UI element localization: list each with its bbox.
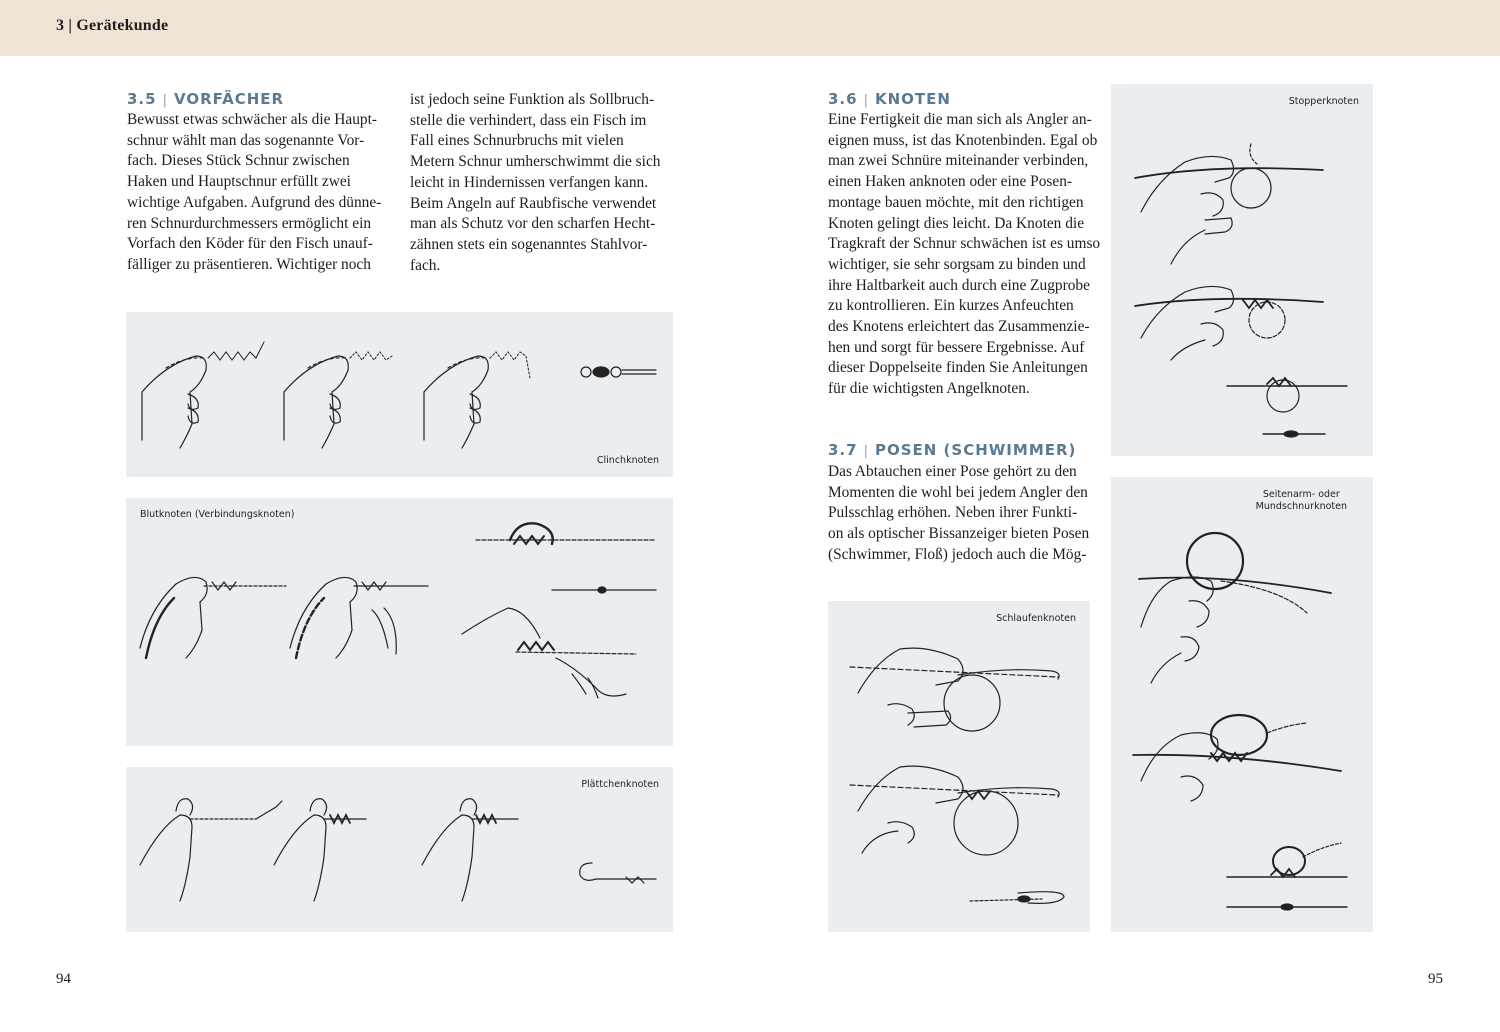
hook-illustration — [580, 863, 656, 883]
text-line: Momenten die wohl bei jedem Angler den — [828, 483, 1088, 501]
text-line: Eine Fertigkeit die man sich als Angler an- — [828, 111, 1092, 128]
hand-illustration — [284, 352, 392, 448]
caption-line: Mundschnurknoten — [1255, 501, 1347, 512]
figure-caption: Clinchknoten — [596, 455, 659, 466]
text-line: fälliger zu präsentieren. Wichtiger noch — [127, 255, 371, 273]
caption-line: Seitenarm- oder — [1262, 489, 1340, 500]
text-line: des Knotens erleichtert das Zusammenzie- — [828, 318, 1090, 336]
section-title-vorfaecher — [127, 90, 284, 108]
vorfaecher-column-1 — [127, 110, 381, 276]
text-line: zu kontrollieren. Ein kurzes Anfeuchten — [828, 297, 1074, 315]
text-line: montage bauen möchte, mit den richtigen — [828, 193, 1084, 211]
text-line: wichtiger, sie sehr sorgsam zu binden und — [828, 255, 1086, 273]
text-line: on als optischer Bissanzeiger bieten Posen — [828, 525, 1090, 543]
figure-caption — [1256, 489, 1347, 513]
stopperknoten-illustration — [1111, 84, 1373, 456]
text-line: einen Haken anknoten oder eine Posen- — [828, 173, 1073, 191]
text-line: eignen muss, ist das Knotenbinden. Egal ob — [828, 131, 1098, 149]
text-line: für die wichtigsten Angelknoten. — [828, 380, 1030, 398]
figure-caption: Blutknoten (Verbindungsknoten) — [140, 509, 295, 520]
figure-seitenarmknoten — [1111, 477, 1373, 932]
hand-illustration — [1135, 144, 1323, 264]
figure-plaettchenknoten — [126, 767, 673, 932]
section-title-knoten — [828, 90, 951, 108]
hand-illustration — [422, 799, 518, 901]
section-heading: KNOTEN — [874, 90, 951, 108]
running-head: 3 | Gerätekunde — [56, 17, 169, 34]
hand-illustration — [1133, 715, 1341, 801]
figure-blutknoten — [126, 498, 673, 746]
figure-caption: Plättchenknoten — [581, 779, 659, 790]
section-number: 3.5 — [127, 90, 157, 108]
knot-diagram — [1227, 843, 1347, 910]
hand-illustration — [462, 608, 636, 698]
text-line: Das Abtauchen einer Pose gehört zu den — [828, 463, 1077, 480]
seitenarmknoten-illustration — [1111, 477, 1373, 932]
blutknoten-illustration — [126, 498, 673, 746]
text-line: Haken und Hauptschnur erfüllt zwei — [127, 173, 351, 191]
text-line: man zwei Schnüre miteinander verbinden, — [828, 152, 1089, 170]
text-line: wichtige Aufgaben. Aufgrund des dünne- — [127, 193, 382, 211]
text-line: Metern Schnur umherschwimmt die sich — [410, 153, 661, 171]
hand-illustration — [424, 352, 530, 448]
text-line: hen und sorgt für bessere Ergebnisse. Auf — [828, 338, 1085, 356]
section-number: 3.7 — [828, 441, 858, 459]
text-line: Beim Angeln auf Raubfische verwendet — [410, 194, 657, 212]
vorfaecher-column-2 — [410, 90, 660, 276]
figure-caption: Stopperknoten — [1288, 96, 1359, 107]
text-line: Tragkraft der Schnur schwächen ist es umso — [828, 235, 1101, 253]
text-line: fach. — [410, 256, 441, 274]
section-title-posen — [828, 441, 1076, 459]
header-band — [0, 0, 1500, 56]
figure-stopperknoten — [1111, 84, 1373, 456]
text-line: Bewusst etwas schwächer als die Haupt- — [127, 111, 378, 128]
text-line: Pulsschlag erhöhen. Neben ihrer Funkti- — [828, 504, 1078, 522]
hand-illustration — [850, 766, 1059, 855]
text-line: stelle die verhindert, dass ein Fisch im — [410, 111, 647, 129]
section-divider: | — [162, 93, 168, 108]
figure-clinchknoten — [126, 312, 673, 477]
page-number-right: 95 — [1428, 971, 1443, 987]
knot-diagram — [970, 892, 1064, 904]
text-line: dieser Doppelseite finden Sie Anleitungen — [828, 359, 1088, 377]
text-line: ihre Haltbarkeit auch durch eine Zugprobe — [828, 276, 1090, 294]
text-line: ren Schnurdurchmessers ermöglicht ein — [127, 214, 372, 232]
text-line: leicht in Hindernissen verfangen kann. — [410, 173, 649, 191]
hand-illustration — [290, 577, 428, 658]
text-line: zähnen stets ein sogenanntes Stahlvor- — [410, 235, 648, 253]
section-number: 3.6 — [828, 90, 858, 108]
knot-diagram — [476, 523, 656, 593]
text-line: Knoten gelingt dies leicht. Da Knoten die — [828, 214, 1085, 232]
hand-illustration — [142, 342, 264, 448]
section-divider: | — [863, 444, 869, 459]
hand-illustration — [1135, 286, 1323, 360]
hand-illustration — [850, 648, 1059, 731]
swivel-illustration — [581, 367, 656, 377]
section-divider: | — [863, 93, 869, 108]
section-heading: VORFÄCHER — [173, 90, 285, 108]
hand-illustration — [140, 799, 282, 901]
text-line: Fall eines Schnurbruchs mit vielen — [410, 132, 624, 150]
posen-text — [828, 462, 1089, 566]
page-number-left: 94 — [56, 971, 71, 987]
section-heading: POSEN (SCHWIMMER) — [874, 441, 1077, 459]
knot-diagram — [1227, 378, 1347, 437]
text-line: fach. Dieses Stück Schnur zwischen — [127, 152, 350, 170]
text-line: Vorfach den Köder für den Fisch unauf- — [127, 235, 373, 253]
hand-illustration — [140, 577, 286, 658]
clinchknoten-illustration — [126, 312, 673, 477]
figure-schlaufenknoten — [828, 601, 1090, 932]
text-line: schnur wählt man das sogenannte Vor- — [127, 131, 365, 149]
knoten-text — [828, 110, 1100, 400]
text-line: man als Schutz vor den scharfen Hecht- — [410, 215, 656, 233]
text-line: (Schwimmer, Floß) jedoch auch die Mög- — [828, 545, 1087, 563]
figure-caption: Schlaufenknoten — [996, 613, 1076, 624]
schlaufenknoten-illustration — [828, 601, 1090, 932]
plaettchenknoten-illustration — [126, 767, 673, 932]
hand-illustration — [274, 799, 366, 901]
text-line: ist jedoch seine Funktion als Sollbruch- — [410, 91, 655, 108]
hand-illustration — [1139, 533, 1331, 683]
